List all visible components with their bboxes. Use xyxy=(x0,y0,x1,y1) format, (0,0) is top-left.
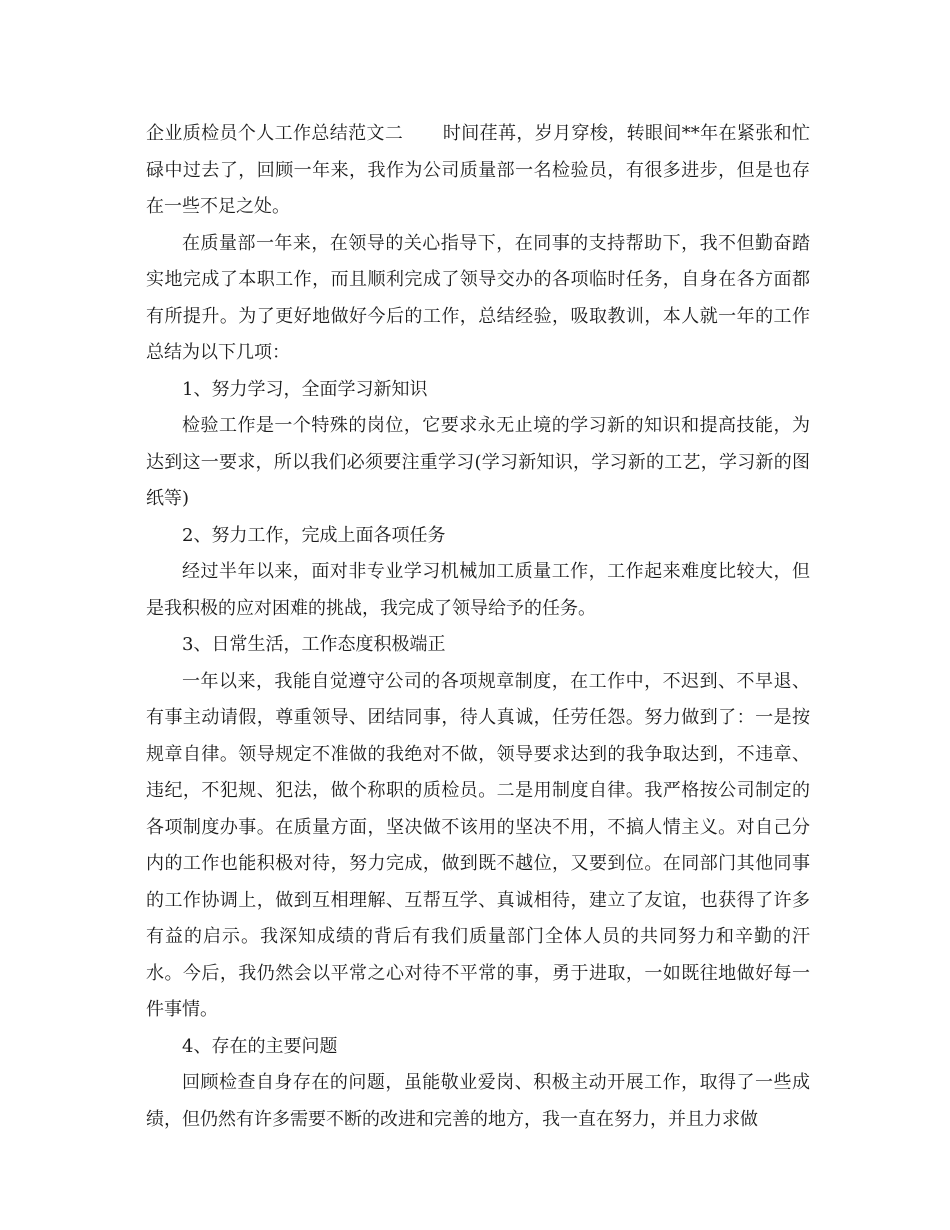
opening-paragraph xyxy=(146,116,810,226)
paragraph-problems: 回顾检查自身存在的问题，虽能敬业爱岗、积极主动开展工作，取得了一些成绩，但仍然有许多需要不断的改进和完善的地方，我一直在努力，并且力求做 xyxy=(146,1072,810,1130)
paragraph-study: 检验工作是一个特殊的岗位，它要求永无止境的学习新的知识和提高技能，为达到这一要求，所以我们必须要注重学习(学习新知识，学习新的工艺，学习新的图纸等) xyxy=(146,415,810,509)
document-title: 企业质检员个人工作总结范文二 xyxy=(146,123,404,144)
paragraph-attitude: 一年以来，我能自觉遵守公司的各项规章制度，在工作中，不迟到、不早退、有事主动请假，尊重领导、团结同事，待人真诚，任劳任怨。努力做到了：一是按规章自律。领导规定不准做的我绝对不做，领导要求达到的我争取达到，不违章、违纪，不犯规、犯法，做个称职的质检员。二是用制度自律。我严格按公司制定的各项制度办事。在质量方面，坚决做不该用的坚决不用，不搞人情主义。对自己分内的工作也能积极对待，努力完成，做到既不越位，又要到位。在同部门其他同事的工作协调上，做到互相理解、互帮互学、真诚相待，建立了友谊，也获得了许多有益的启示。我深知成绩的背后有我们质量部门全体人员的共同努力和辛勤的汗水。今后，我仍然会以平常之心对待不平常的事，勇于进取，一如既往地做好每一件事情。 xyxy=(146,670,810,1020)
section-heading-1: 1、努力学习，全面学习新知识 xyxy=(182,378,428,400)
section-heading-4: 4、存在的主要问题 xyxy=(182,1035,338,1057)
paragraph-work: 经过半年以来，面对非专业学习机械加工质量工作，工作起来难度比较大，但是我积极的应对困难的挑战，我完成了领导给予的任务。 xyxy=(146,561,810,619)
section-heading-3: 3、日常生活，工作态度积极端正 xyxy=(182,634,446,655)
section-heading-2: 2、努力工作，完成上面各项任务 xyxy=(182,524,446,546)
paragraph-overview: 在质量部一年来，在领导的关心指导下，在同事的支持帮助下，我不但勤奋踏实地完成了本职工作，而且顺利完成了领导交办的各项临时任务，自身在各方面都有所提升。为了更好地做好今后的工作，总结经验，吸取教训，本人就一年的工作总结为以下几项： xyxy=(146,232,810,363)
document-body xyxy=(146,116,810,1138)
intro-text: 时间荏苒，岁月穿梭，转眼间**年在紧张和忙碌中过去了，回顾一年来，我作为公司质量部一名检验员，有很多进步，但是也存在一些不足之处。 xyxy=(146,123,811,217)
